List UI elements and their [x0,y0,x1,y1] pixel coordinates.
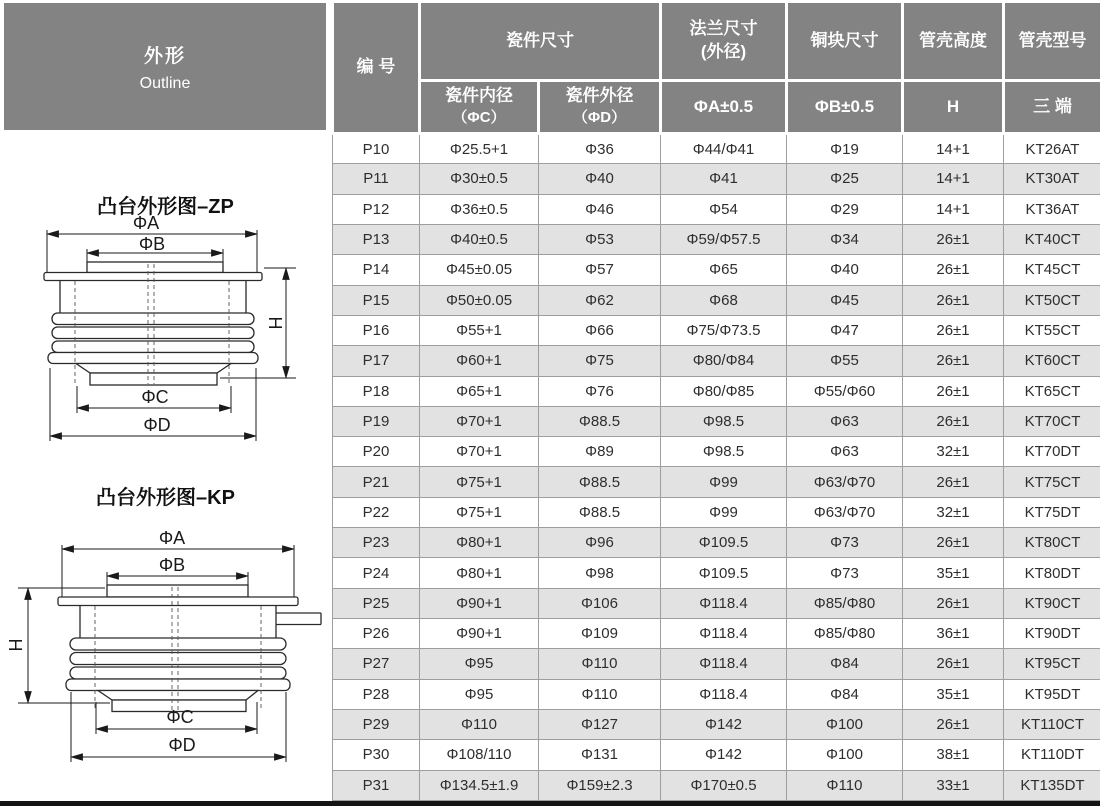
cell-ceramic-outer: Φ109 [539,619,661,649]
cell-number: P25 [333,588,420,618]
cell-number: P14 [333,255,420,285]
cell-ceramic-outer: Φ106 [539,588,661,618]
cell-height: 38±1 [903,740,1004,770]
cell-ceramic-inner: Φ65+1 [420,376,539,406]
cell-ceramic-outer: Φ88.5 [539,497,661,527]
col-header-ceramic-group: 瓷件尺寸 [420,2,661,81]
cell-phi-b: Φ63 [787,437,903,467]
cell-number: P28 [333,679,420,709]
cell-phi-a: Φ99 [661,497,787,527]
cell-ceramic-outer: Φ98 [539,558,661,588]
cell-ceramic-inner: Φ90+1 [420,619,539,649]
cell-phi-a: Φ54 [661,194,787,224]
cell-number: P22 [333,497,420,527]
cell-number: P16 [333,315,420,345]
cell-phi-b: Φ73 [787,558,903,588]
cell-ceramic-inner: Φ60+1 [420,346,539,376]
cell-ceramic-outer: Φ89 [539,437,661,467]
zp-rib [52,341,254,353]
cell-number: P27 [333,649,420,679]
cell-ceramic-inner: Φ80+1 [420,528,539,558]
cell-phi-a: Φ80/Φ85 [661,376,787,406]
cell-height: 26±1 [903,467,1004,497]
cell-phi-a: Φ109.5 [661,528,787,558]
bottom-border-bar [0,801,1100,806]
cell-height: 33±1 [903,770,1004,800]
zp-label-phi-c: ΦC [141,387,169,407]
outline-title-zh: 外形 [143,45,186,67]
table-row [333,467,1100,497]
zp-drawing-title: 凸台外形图–ZP [97,196,234,218]
cell-height: 26±1 [903,255,1004,285]
kp-top-boss [107,585,248,597]
table-row [333,528,1100,558]
cell-ceramic-outer: Φ66 [539,315,661,345]
cell-ceramic-inner: Φ134.5±1.9 [420,770,539,800]
cell-ceramic-outer: Φ127 [539,709,661,739]
table-row [333,285,1100,315]
zp-bottom-boss [76,364,231,374]
kp-label-phi-c: ΦC [166,707,194,727]
col-header-phi-a: ΦA±0.5 [661,81,787,134]
cell-height: 26±1 [903,709,1004,739]
cell-phi-a: Φ99 [661,467,787,497]
cell-model: KT75DT [1004,497,1100,527]
cell-phi-b: Φ84 [787,679,903,709]
col-header-number: 编 号 [333,2,420,134]
cell-model: KT70DT [1004,437,1100,467]
kp-label-phi-d: ΦD [168,735,196,755]
cell-ceramic-outer: Φ75 [539,346,661,376]
col-header-phi-b: ΦB±0.5 [787,81,903,134]
zp-label-phi-d: ΦD [143,415,171,435]
cell-phi-b: Φ110 [787,770,903,800]
cell-ceramic-outer: Φ88.5 [539,406,661,436]
cell-model: KT26AT [1004,134,1100,164]
cell-phi-b: Φ73 [787,528,903,558]
table-body [333,134,1100,801]
table-row [333,497,1100,527]
zp-bottom-plate [90,373,217,385]
cell-phi-a: Φ142 [661,709,787,739]
cell-phi-b: Φ85/Φ80 [787,619,903,649]
cell-ceramic-inner: Φ95 [420,649,539,679]
cell-phi-b: Φ84 [787,649,903,679]
table-row [333,315,1100,345]
cell-phi-a: Φ98.5 [661,437,787,467]
zp-label-phi-a: ΦA [132,213,160,233]
cell-ceramic-outer: Φ110 [539,649,661,679]
cell-phi-b: Φ55/Φ60 [787,376,903,406]
cell-model: KT30AT [1004,164,1100,194]
cell-number: P18 [333,376,420,406]
cell-phi-a: Φ68 [661,285,787,315]
cell-model: KT36AT [1004,194,1100,224]
kp-label-h: H [5,638,25,652]
cell-height: 26±1 [903,285,1004,315]
col-header-h: H [903,81,1004,134]
cell-ceramic-outer: Φ76 [539,376,661,406]
cell-ceramic-inner: Φ40±0.5 [420,224,539,254]
cell-phi-b: Φ63/Φ70 [787,467,903,497]
cell-phi-b: Φ19 [787,134,903,164]
cell-phi-a: Φ170±0.5 [661,770,787,800]
cell-phi-a: Φ118.4 [661,588,787,618]
spec-table-header [333,2,1100,134]
zp-rib [52,313,254,325]
cell-ceramic-inner: Φ110 [420,709,539,739]
cell-ceramic-outer: Φ62 [539,285,661,315]
cell-phi-b: Φ63/Φ70 [787,497,903,527]
cell-ceramic-outer: Φ110 [539,679,661,709]
cell-height: 26±1 [903,406,1004,436]
table-row [333,164,1100,194]
cell-model: KT75CT [1004,467,1100,497]
cell-phi-a: Φ118.4 [661,619,787,649]
table-row [333,588,1100,618]
cell-height: 26±1 [903,649,1004,679]
col-header-ceramic-inner-line1: 瓷件内径 [445,86,513,106]
col-header-flange-line2: (外径) [700,42,747,61]
cell-height: 26±1 [903,224,1004,254]
cell-number: P15 [333,285,420,315]
zp-outline-drawing [0,212,331,452]
cell-model: KT45CT [1004,255,1100,285]
col-header-ceramic-outer-line1: 瓷件外径 [565,86,634,106]
cell-number: P29 [333,709,420,739]
cell-phi-b: Φ63 [787,406,903,436]
cell-ceramic-outer: Φ131 [539,740,661,770]
cell-height: 36±1 [903,619,1004,649]
cell-number: P24 [333,558,420,588]
cell-model: KT80CT [1004,528,1100,558]
cell-model: KT60CT [1004,346,1100,376]
cell-ceramic-inner: Φ108/110 [420,740,539,770]
cell-ceramic-inner: Φ70+1 [420,406,539,436]
cell-height: 26±1 [903,315,1004,345]
cell-phi-b: Φ100 [787,740,903,770]
cell-height: 32±1 [903,497,1004,527]
col-header-copper: 铜块尺寸 [787,2,903,81]
cell-model: KT95CT [1004,649,1100,679]
kp-label-phi-a: ΦA [158,528,186,548]
table-row [333,376,1100,406]
cell-height: 35±1 [903,679,1004,709]
cell-number: P21 [333,467,420,497]
cell-ceramic-inner: Φ36±0.5 [420,194,539,224]
table-row [333,770,1100,800]
cell-ceramic-inner: Φ90+1 [420,588,539,618]
table-row [333,619,1100,649]
cell-phi-a: Φ75/Φ73.5 [661,315,787,345]
cell-ceramic-inner: Φ25.5+1 [420,134,539,164]
zp-flange [44,273,262,281]
cell-number: P26 [333,619,420,649]
kp-drawing-title: 凸台外形图–KP [96,487,235,509]
cell-model: KT80DT [1004,558,1100,588]
cell-phi-a: Φ118.4 [661,679,787,709]
table-row [333,346,1100,376]
cell-phi-a: Φ59/Φ57.5 [661,224,787,254]
cell-height: 26±1 [903,376,1004,406]
table-row [333,224,1100,254]
cell-number: P12 [333,194,420,224]
cell-height: 14+1 [903,194,1004,224]
cell-ceramic-inner: Φ95 [420,679,539,709]
cell-number: P17 [333,346,420,376]
col-header-ceramic-inner [420,81,539,134]
cell-phi-b: Φ85/Φ80 [787,588,903,618]
zp-flare [48,353,258,364]
cell-ceramic-outer: Φ57 [539,255,661,285]
cell-phi-a: Φ44/Φ41 [661,134,787,164]
cell-number: P13 [333,224,420,254]
cell-number: P23 [333,528,420,558]
table-row [333,558,1100,588]
cell-height: 14+1 [903,134,1004,164]
cell-ceramic-inner: Φ75+1 [420,467,539,497]
table-row [333,437,1100,467]
zp-rib [52,327,254,339]
cell-model: KT110CT [1004,709,1100,739]
cell-phi-b: Φ100 [787,709,903,739]
col-header-model: 管壳型号 [1004,2,1100,81]
outline-panel-header [4,3,326,130]
cell-ceramic-outer: Φ159±2.3 [539,770,661,800]
cell-height: 26±1 [903,588,1004,618]
cell-ceramic-inner: Φ30±0.5 [420,164,539,194]
cell-ceramic-outer: Φ46 [539,194,661,224]
spec-table [331,0,1100,801]
table-row [333,709,1100,739]
cell-ceramic-outer: Φ96 [539,528,661,558]
cell-ceramic-inner: Φ45±0.05 [420,255,539,285]
cell-model: KT55CT [1004,315,1100,345]
cell-model: KT50CT [1004,285,1100,315]
table-row [333,194,1100,224]
cell-phi-a: Φ41 [661,164,787,194]
outline-title-en: Outline [139,74,191,92]
cell-model: KT70CT [1004,406,1100,436]
cell-phi-b: Φ55 [787,346,903,376]
cell-number: P30 [333,740,420,770]
cell-phi-b: Φ47 [787,315,903,345]
outline-panel [0,0,331,801]
cell-phi-a: Φ142 [661,740,787,770]
cell-height: 35±1 [903,558,1004,588]
cell-model: KT135DT [1004,770,1100,800]
cell-ceramic-outer: Φ40 [539,164,661,194]
zp-top-boss [87,262,223,273]
cell-ceramic-inner: Φ80+1 [420,558,539,588]
col-header-ceramic-outer [539,81,661,134]
cell-height: 14+1 [903,164,1004,194]
kp-outline-drawing [0,510,331,802]
cell-ceramic-inner: Φ55+1 [420,315,539,345]
cell-model: KT40CT [1004,224,1100,254]
cell-ceramic-inner: Φ75+1 [420,497,539,527]
col-header-ceramic-inner-line2: （ΦC） [452,109,506,127]
table-row [333,255,1100,285]
cell-phi-b: Φ40 [787,255,903,285]
zp-label-h: H [265,316,285,330]
cell-number: P20 [333,437,420,467]
cell-number: P10 [333,134,420,164]
cell-model: KT110DT [1004,740,1100,770]
cell-phi-a: Φ118.4 [661,649,787,679]
cell-height: 32±1 [903,437,1004,467]
cell-phi-a: Φ109.5 [661,558,787,588]
kp-label-phi-b: ΦB [158,555,186,575]
table-row [333,134,1100,164]
table-row [333,406,1100,436]
col-header-flange [661,2,787,81]
cell-phi-b: Φ29 [787,194,903,224]
col-header-ceramic-outer-line2: （ΦD） [572,109,627,127]
col-header-height: 管壳高度 [903,2,1004,81]
cell-ceramic-inner: Φ70+1 [420,437,539,467]
col-header-three-terminal: 三 端 [1004,81,1100,134]
table-row [333,679,1100,709]
cell-number: P19 [333,406,420,436]
cell-phi-a: Φ65 [661,255,787,285]
cell-ceramic-outer: Φ53 [539,224,661,254]
cell-model: KT65CT [1004,376,1100,406]
cell-ceramic-outer: Φ36 [539,134,661,164]
cell-phi-b: Φ34 [787,224,903,254]
cell-phi-b: Φ45 [787,285,903,315]
cell-height: 26±1 [903,528,1004,558]
cell-ceramic-outer: Φ88.5 [539,467,661,497]
cell-height: 26±1 [903,346,1004,376]
cell-model: KT90CT [1004,588,1100,618]
col-header-flange-line1: 法兰尺寸 [689,19,758,39]
table-row [333,649,1100,679]
cell-number: P11 [333,164,420,194]
cell-phi-a: Φ80/Φ84 [661,346,787,376]
cell-number: P31 [333,770,420,800]
table-row [333,740,1100,770]
cell-model: KT95DT [1004,679,1100,709]
cell-phi-a: Φ98.5 [661,406,787,436]
zp-label-phi-b: ΦB [138,234,166,254]
cell-ceramic-inner: Φ50±0.05 [420,285,539,315]
cell-model: KT90DT [1004,619,1100,649]
cell-phi-b: Φ25 [787,164,903,194]
